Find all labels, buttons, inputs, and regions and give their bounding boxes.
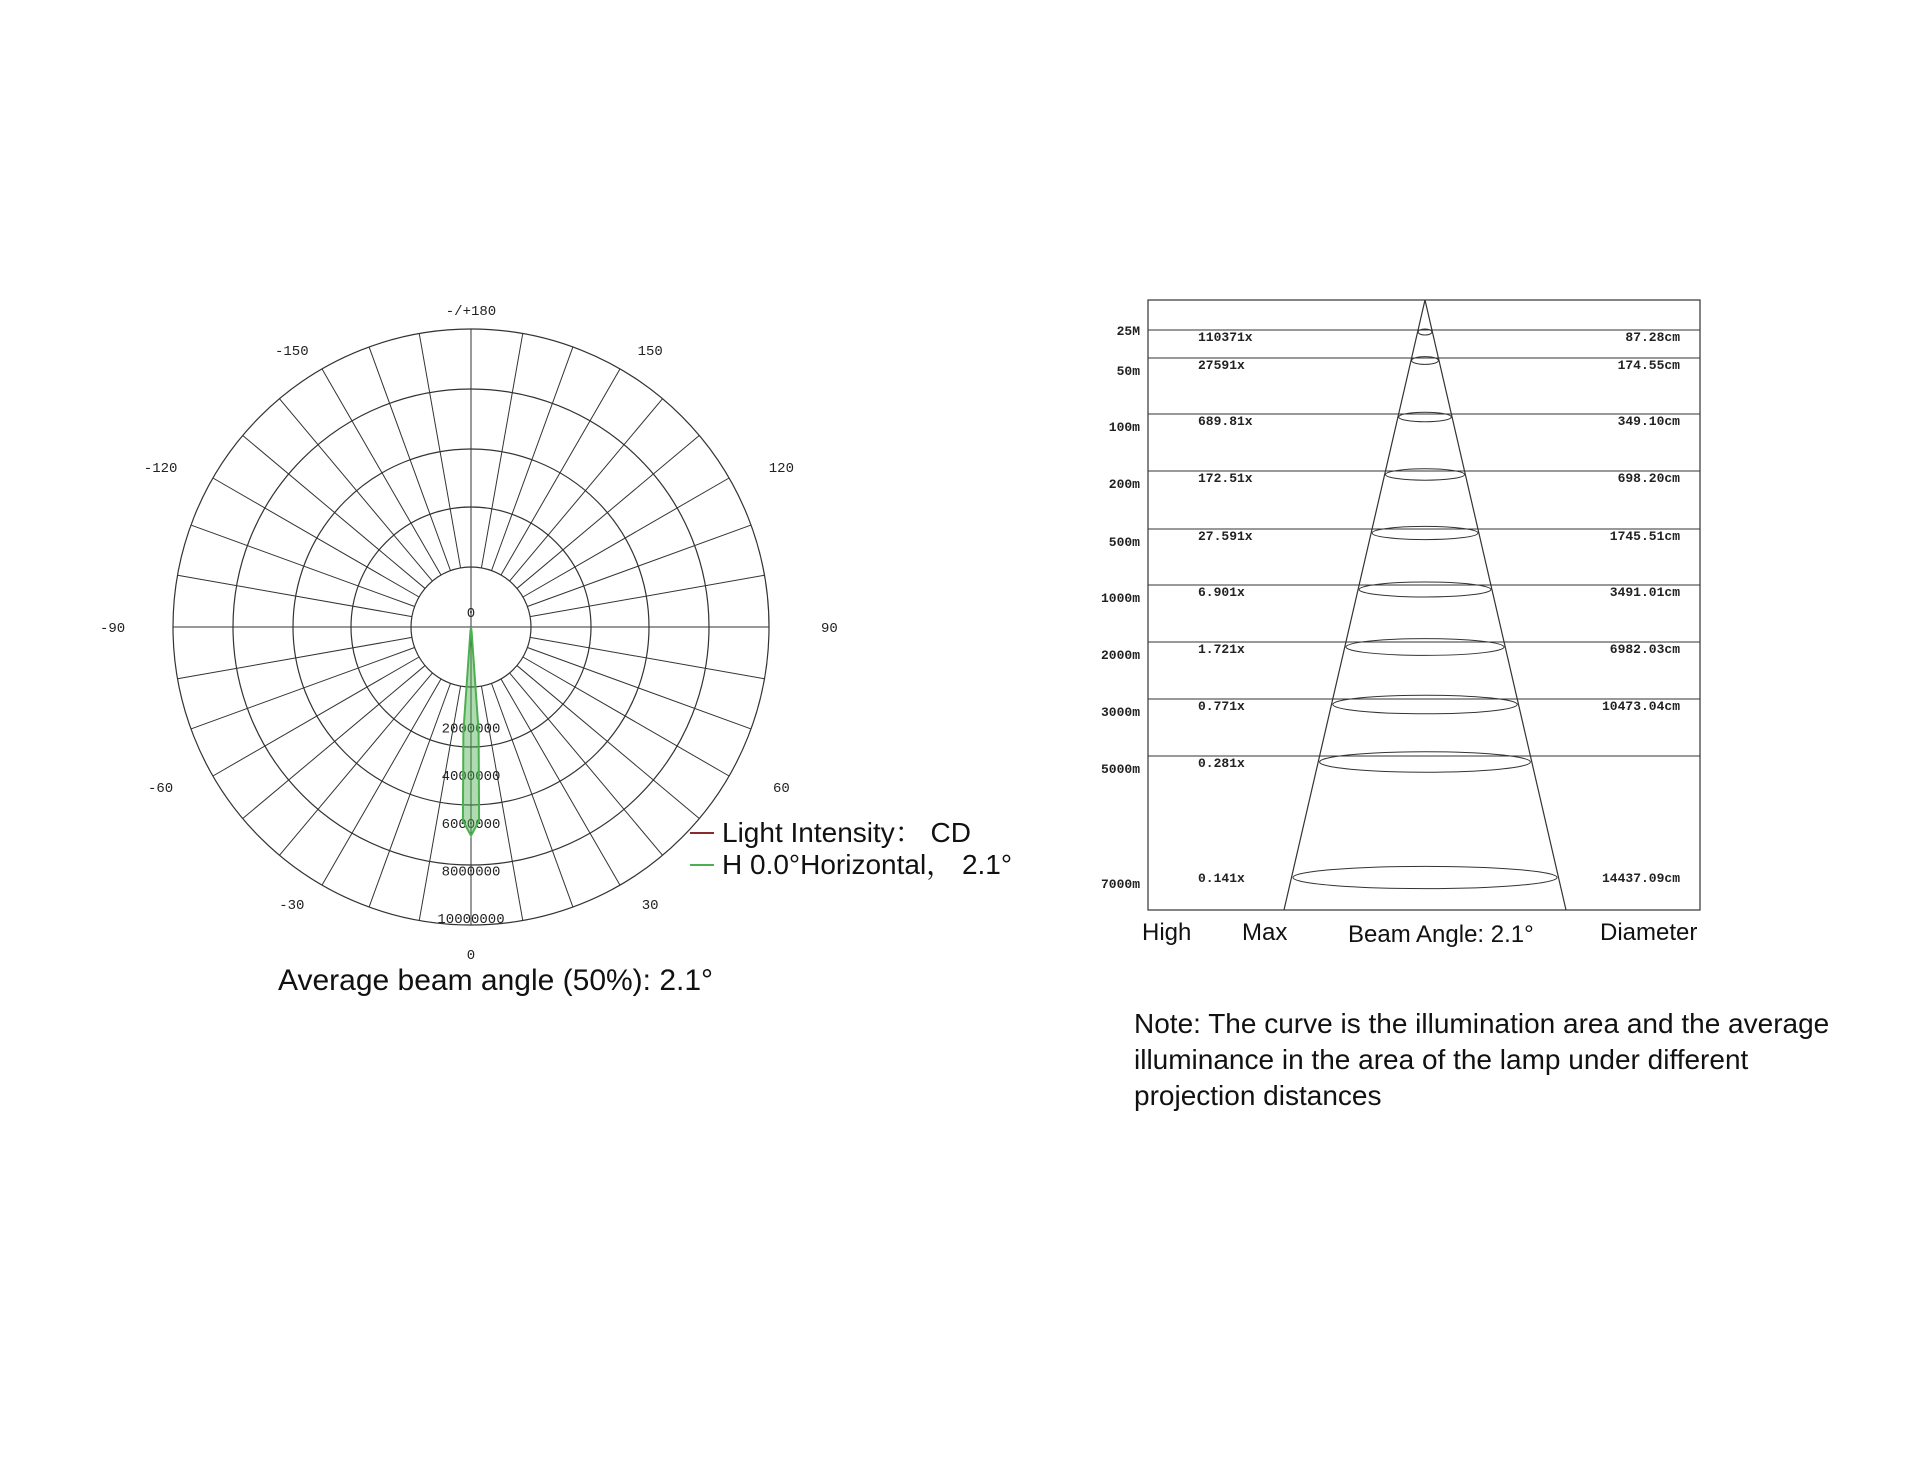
polar-spoke-300 <box>213 657 419 776</box>
cone-ellipse-4 <box>1372 526 1478 539</box>
polar-spoke-340 <box>369 683 450 907</box>
polar-spoke-80 <box>530 637 764 678</box>
polar-angle-label-3: 90 <box>820 621 838 637</box>
cone-row-distance-0: 25M <box>1116 324 1140 339</box>
cone-row-diameter-9: 14437.09cm <box>1601 871 1680 886</box>
polar-spoke-260 <box>178 575 412 616</box>
polar-spoke-320 <box>279 673 432 855</box>
cone-row-lux-7: 0.771x <box>1198 699 1245 714</box>
polar-angle-label-11: -150 <box>274 343 309 360</box>
polar-radial-label-2: 4000000 <box>441 769 501 786</box>
cone-ellipse-8 <box>1320 752 1531 772</box>
cone-row-diameter-5: 3491.01cm <box>1609 585 1680 600</box>
cone-rows <box>1101 324 1700 892</box>
cone-frame <box>1148 300 1700 910</box>
polar-angle-label-10: -120 <box>143 461 178 477</box>
polar-spoke-40 <box>510 673 663 855</box>
polar-spoke-70 <box>527 648 751 729</box>
cone-row-diameter-7: 10473.04cm <box>1601 699 1680 714</box>
polar-spoke-220 <box>279 399 432 581</box>
polar-spoke-20 <box>492 683 573 907</box>
legend-label-0: Light Intensity： CD <box>722 817 971 848</box>
cone-ellipse-5 <box>1359 582 1491 597</box>
polar-series-curve-0 <box>463 627 479 836</box>
note-text: Note: The curve is the illumination area and the average illuminance in the area of the lamp under different projection distances <box>1134 1008 1830 1111</box>
polar-spoke-110 <box>527 525 751 606</box>
cone-row-diameter-0: 87.28cm <box>1625 330 1680 345</box>
cone-row-distance-2: 100m <box>1108 420 1140 435</box>
cone-side-left <box>1284 300 1425 910</box>
cone-footer-beam-angle: Beam Angle: 2.1° <box>1348 921 1534 948</box>
cone-row-lux-8: 0.281x <box>1198 756 1245 771</box>
polar-spoke-150 <box>501 369 620 575</box>
cone-footer-high: High <box>1142 919 1192 946</box>
cone-row-distance-9: 7000m <box>1100 877 1140 892</box>
polar-angle-label-6: 0 <box>466 948 476 964</box>
cone-row-diameter-4: 1745.51cm <box>1609 529 1680 544</box>
cone-footer <box>1142 919 1697 948</box>
cone-row-lux-4: 27.591x <box>1198 529 1253 544</box>
cone-row-distance-7: 3000m <box>1100 705 1140 720</box>
cone-row-lux-1: 27591x <box>1198 358 1245 373</box>
cone-row-distance-4: 500m <box>1108 535 1140 550</box>
polar-spoke-240 <box>213 478 419 597</box>
cone-row-lux-2: 689.81x <box>1198 414 1253 429</box>
average-beam-angle-caption: Average beam angle (50%): 2.1° <box>278 964 714 997</box>
cone-row-diameter-6: 6982.03cm <box>1609 642 1680 657</box>
polar-angle-label-1: 150 <box>637 343 663 360</box>
cone-row-distance-6: 2000m <box>1100 648 1140 663</box>
polar-radial-label-0: 0 <box>466 606 476 622</box>
polar-spoke-140 <box>510 399 663 581</box>
polar-spoke-130 <box>517 435 699 588</box>
polar-spoke-170 <box>481 334 522 568</box>
cone-border <box>1148 300 1700 910</box>
polar-spoke-190 <box>419 334 460 568</box>
polar-spoke-50 <box>517 666 699 819</box>
cone-row-lux-6: 1.721x <box>1198 642 1245 657</box>
cone-ellipse-9 <box>1293 866 1557 888</box>
polar-spoke-290 <box>191 648 415 729</box>
polar-spoke-120 <box>523 478 729 597</box>
polar-radial-label-5: 10000000 <box>437 912 505 928</box>
polar-spoke-60 <box>523 657 729 776</box>
illumination-cone-chart <box>1101 300 1700 948</box>
cone-row-diameter-3: 698.20cm <box>1617 471 1680 486</box>
polar-series <box>463 627 479 836</box>
cone-row-distance-1: 50m <box>1116 364 1140 379</box>
cone-row-diameter-2: 349.10cm <box>1617 414 1680 429</box>
polar-angle-label-8: -60 <box>148 781 174 797</box>
polar-angle-label-4: 60 <box>772 781 790 797</box>
cone-row-distance-3: 200m <box>1108 477 1140 492</box>
cone-row-lux-3: 172.51x <box>1198 471 1253 486</box>
polar-spoke-200 <box>369 347 450 571</box>
cone-ellipse-7 <box>1333 695 1517 714</box>
polar-radial-label-3: 6000000 <box>441 816 501 833</box>
polar-angle-label-5: 30 <box>641 898 659 915</box>
polar-spoke-230 <box>243 435 425 588</box>
polar-spoke-250 <box>191 525 415 606</box>
polar-spoke-280 <box>178 637 412 678</box>
cone-row-lux-5: 6.901x <box>1198 585 1245 600</box>
polar-angle-label-0: -/+180 <box>445 304 497 320</box>
legend-label-1: H 0.0°Horizontal， 2.1° <box>722 849 1013 880</box>
polar-spoke-330 <box>322 679 441 885</box>
polar-spoke-30 <box>501 679 620 885</box>
cone-row-diameter-1: 174.55cm <box>1617 358 1680 373</box>
polar-radial-label-4: 8000000 <box>441 864 501 881</box>
cone-row-lux-9: 0.141x <box>1198 871 1245 886</box>
cone-footer-diameter: Diameter <box>1600 919 1698 946</box>
polar-angle-label-7: -30 <box>279 898 305 915</box>
cone-side-right <box>1425 300 1566 910</box>
polar-radial-label-1: 2000000 <box>441 721 501 738</box>
cone-row-distance-5: 1000m <box>1100 591 1140 606</box>
polar-spoke-310 <box>243 666 425 819</box>
polar-intensity-chart <box>100 304 1012 964</box>
cone-footer-max: Max <box>1242 919 1288 946</box>
polar-angle-label-9: -90 <box>99 621 126 637</box>
cone-row-distance-8: 5000m <box>1100 762 1140 777</box>
polar-legend <box>690 817 1012 880</box>
polar-spoke-100 <box>530 575 764 616</box>
cone-ellipse-6 <box>1346 639 1504 656</box>
cone-row-lux-0: 110371x <box>1198 330 1253 345</box>
polar-angle-label-2: 120 <box>768 461 794 477</box>
polar-spoke-160 <box>492 347 573 571</box>
polar-spoke-210 <box>322 369 441 575</box>
